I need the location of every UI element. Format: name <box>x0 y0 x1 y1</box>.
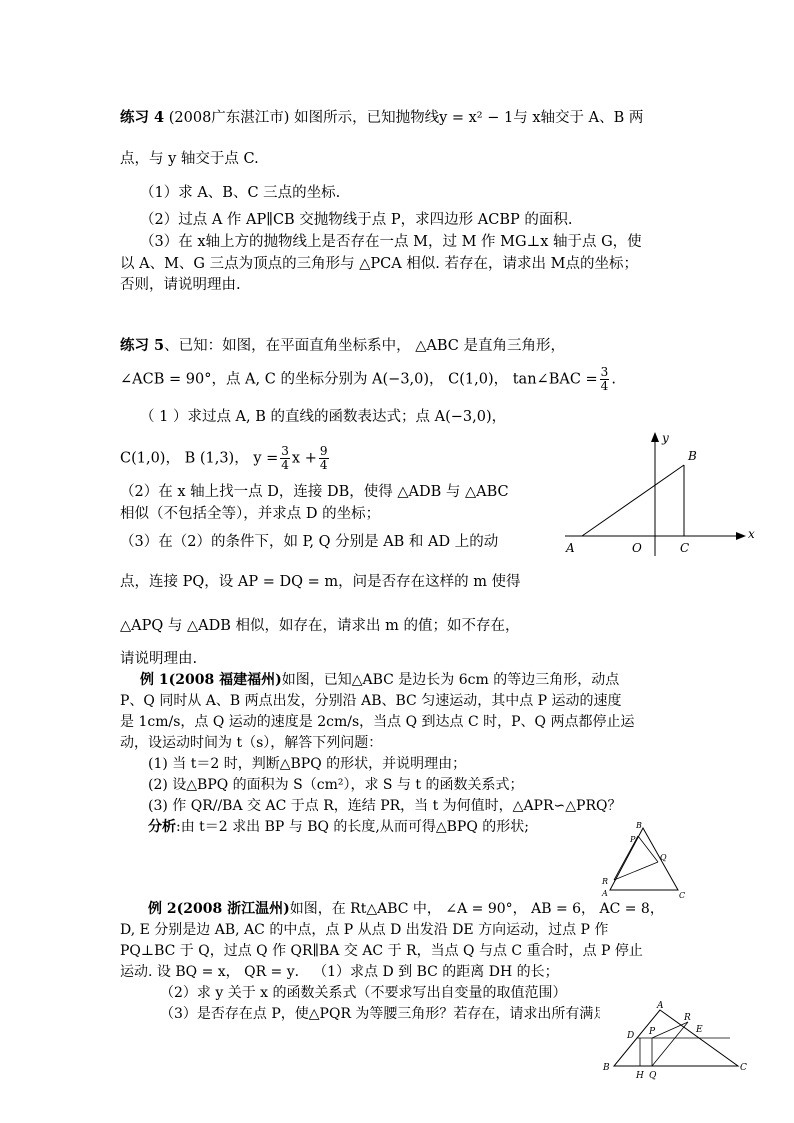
ex5-q1c: x + <box>291 450 317 467</box>
ex4-q3a: （3）在 x轴上方的抛物线上是否存在一点 M，过 M 作 MG⊥x 轴于点 G，使 <box>140 234 642 250</box>
eg1-line1 <box>140 670 619 690</box>
ex5-q1b: C(1,0)， B (1,3)， y = <box>120 450 279 467</box>
ex4-q1: （1）求 A、B、C 三点的坐标. <box>140 185 341 201</box>
ex4-line2: 点，与 y 轴交于点 C. <box>120 151 259 167</box>
label-O: O <box>632 541 642 555</box>
eg1-line2: P、Q 同时从 A、B 两点出发，分别沿 AB、BC 匀速运动，其中点 P 运动的速度 <box>120 693 622 709</box>
eg1-triangle-figure <box>598 818 688 898</box>
label-B: B <box>688 449 697 463</box>
eg1-q2: (2) 设△BPQ 的面积为 S（cm²），求 S 与 t 的函数关系式； <box>148 777 524 793</box>
ex5-text2-end: . <box>611 371 616 388</box>
ex5-q1b-line <box>120 445 331 472</box>
ex4-line1 <box>120 108 643 128</box>
fig1-label-B: B <box>636 821 642 830</box>
eg2-line2: D, E 分别是边 AB, AC 的中点，点 P 从点 D 出发沿 DE 方向运动，过点 P 作 <box>120 922 609 938</box>
eg1-analysis <box>148 817 529 837</box>
fig2-label-C: C <box>740 1063 747 1073</box>
ex5-line2 <box>120 366 616 393</box>
slope-num: 3 <box>281 444 289 458</box>
x-axis-label: x <box>748 527 755 541</box>
ex5-title: 练习 5 <box>120 337 165 354</box>
ex4-q2: （2）过点 A 作 AP∥CB 交抛物线于点 P，求四边形 ACBP 的面积. <box>140 212 573 228</box>
eg1-title: 例 1(2008 福建福州) <box>140 672 282 688</box>
eg2-triangle-figure <box>600 998 750 1083</box>
ex5-text1: 、已知：如图，在平面直角坐标系中， △ABC 是直角三角形， <box>164 338 565 354</box>
slope-fraction <box>280 445 290 472</box>
y-axis-label: y <box>662 431 669 445</box>
fig2-label-A: A <box>657 1001 664 1011</box>
eg2-q2: （2）求 y 关于 x 的函数关系式（不要求写出自变量的取值范围） <box>160 985 567 1001</box>
label-A: A <box>566 541 575 555</box>
eg2-line1 <box>148 899 664 919</box>
eg2-line4: 运动. 设 BQ = x， QR = y． （1）求点 D 到 BC 的距离 DH 的长； <box>120 964 559 980</box>
eg1-line3: 是 1cm/s，点 Q 运动的速度是 2cm/s，当点 Q 到达点 C 时，P、Q 两点都停止运 <box>120 714 635 730</box>
x-axis-arrow <box>736 532 746 540</box>
fig1-label-A: A <box>602 889 608 898</box>
ex4-text1: (2008广东湛江市) 如图所示，已知抛物线y = x² − 1与 x轴交于 A、B 两 <box>164 110 644 126</box>
intercept-fraction <box>319 445 329 472</box>
ex5-line1 <box>120 336 565 356</box>
triangle-ABC <box>610 828 678 890</box>
analysis-text: :由 t＝2 求出 BP 与 BQ 的长度,从而可得△BPQ 的形状; <box>176 819 529 835</box>
ex5-q2a: （2）在 x 轴上找一点 D，连接 DB，使得 △ADB 与 △ABC <box>120 484 509 500</box>
fig1-label-Q: Q <box>660 853 667 862</box>
eg2-title: 例 2(2008 浙江温州) <box>148 901 290 917</box>
fig2-label-P: P <box>649 1027 656 1037</box>
ex4-q3b: 以 A、M、G 三点为顶点的三角形与 △PCA 相似. 若存在，请求出 M点的坐标； <box>120 256 638 272</box>
ex5-q3c: △APQ 与 △ADB 相似，如存在，请求出 m 的值；如不存在， <box>120 618 520 634</box>
segment-AB <box>582 465 684 536</box>
eg1-line4: 动，设运动时间为 t（s），解答下列问题： <box>120 735 383 751</box>
tan-frac-num: 3 <box>600 365 609 379</box>
ex5-q2b: 相似（不包括全等），并求点 D 的坐标； <box>120 506 381 522</box>
tan-fraction <box>600 366 610 393</box>
ex5-q3d: 请说明理由. <box>120 651 198 667</box>
fig1-label-R: R <box>602 877 609 886</box>
slope-den: 4 <box>281 458 289 472</box>
intercept-den: 4 <box>319 458 328 472</box>
ex4-title: 练习 4 <box>120 109 165 126</box>
analysis-label: 分析 <box>148 819 176 835</box>
ex5-text2: ∠ACB = 90°，点 A, C 的坐标分别为 A(−3,0)， C(1,0)， tan∠BAC = <box>120 371 598 388</box>
ex5-coordinate-figure <box>560 428 760 563</box>
fig2-label-B: B <box>603 1063 610 1073</box>
eg2-q3: （3）是否存在点 P，使△PQR 为等腰三角形？若存在，请求出所有满足要求 <box>160 1006 636 1022</box>
fig2-label-H: H <box>636 1071 644 1081</box>
fig2-label-D: D <box>627 1031 635 1041</box>
ex4-q3c: 否则，请说明理由. <box>120 277 241 293</box>
fig2-label-R: R <box>684 1013 691 1023</box>
eg1-text1: 如图，已知△ABC 是边长为 6cm 的等边三角形，动点 <box>281 672 620 688</box>
intercept-num: 9 <box>319 444 328 458</box>
ex5-q3b: 点，连接 PQ，设 AP = DQ = m，问是否存在这样的 m 使得 <box>120 574 521 590</box>
eg2-line3: PQ⊥BC 于 Q，过点 Q 作 QR∥BA 交 AC 于 R，当点 Q 与点 C 重合时，点 P 停止 <box>120 943 643 959</box>
fig1-label-P: P <box>630 835 636 844</box>
ex5-q3a: （3）在（2）的条件下，如 P, Q 分别是 AB 和 AD 上的动 <box>120 534 499 550</box>
eg1-q1: (1) 当 t＝2 时，判断△BPQ 的形状，并说明理由； <box>148 756 467 772</box>
fig2-label-E: E <box>696 1025 703 1035</box>
segment-PR <box>652 1022 688 1038</box>
label-C: C <box>680 541 690 555</box>
fig2-label-Q: Q <box>649 1071 657 1081</box>
ex5-q1a: （ 1 ）求过点 A, B 的直线的函数表达式；点 A(−3,0)， <box>140 409 507 425</box>
eg1-q3: (3) 作 QR//BA 交 AC 于点 R，连结 PR，当 t 为何值时，△APR∽△PRQ？ <box>148 798 622 814</box>
tan-frac-den: 4 <box>600 379 609 393</box>
fig1-label-C: C <box>679 891 686 898</box>
eg2-text1: 如图，在 Rt△ABC 中， ∠A = 90°， AB = 6， AC = 8， <box>289 901 664 917</box>
y-axis-arrow <box>651 432 659 442</box>
segment-QR <box>652 1022 688 1066</box>
